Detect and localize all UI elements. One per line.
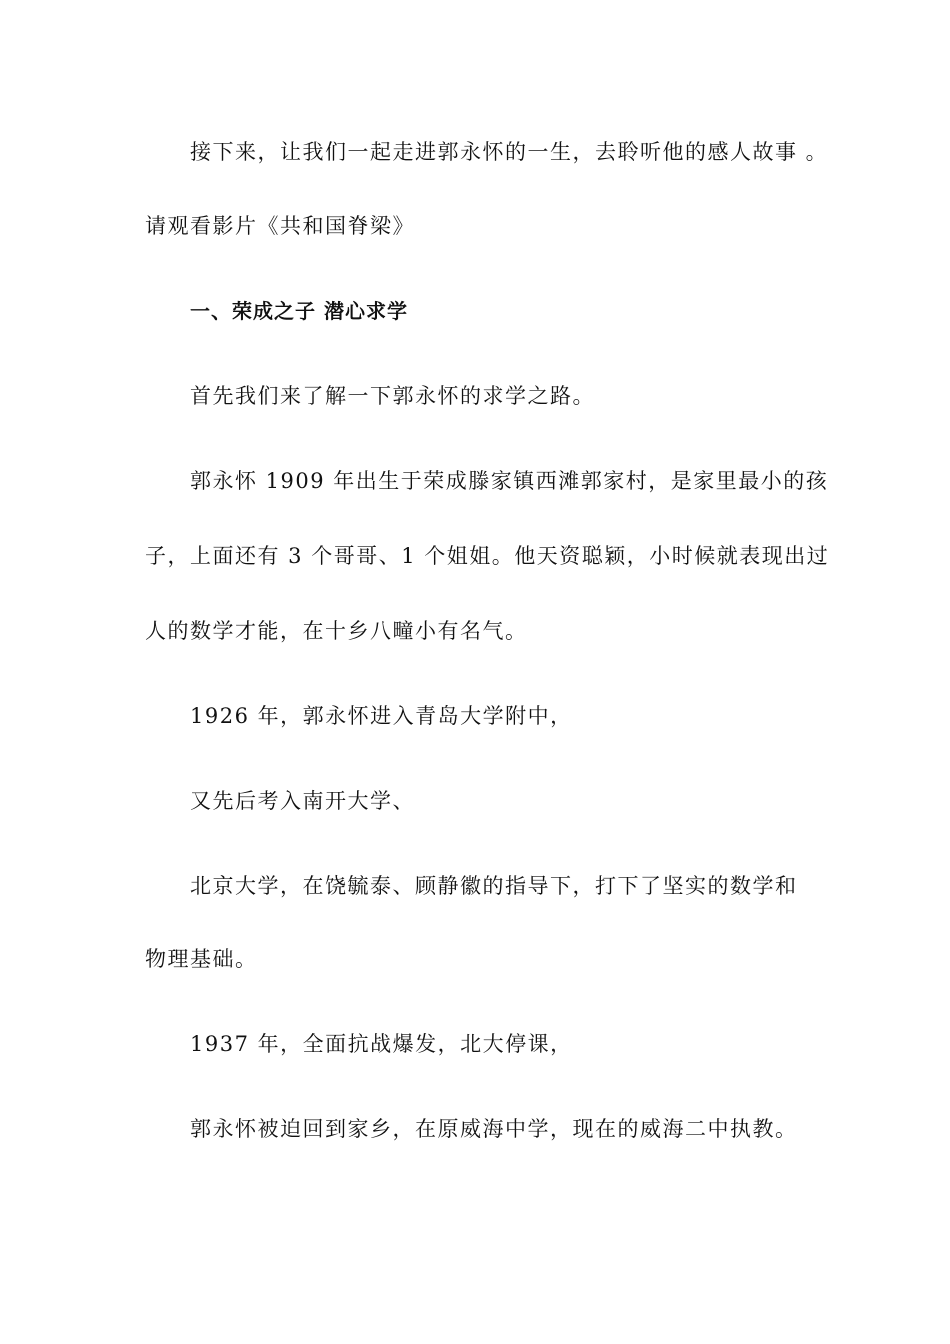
paragraph-intro-line-2: 请观看影片《共和国脊梁》 bbox=[145, 214, 415, 238]
paragraph-1926: 1926 年，郭永怀进入青岛大学附中， bbox=[190, 704, 573, 728]
paragraph-birth-line-2: 子，上面还有 3 个哥哥、1 个姐姐。他天资聪颖，小时候就表现出过 bbox=[145, 544, 830, 568]
paragraph-nankai: 又先后考入南开大学、 bbox=[190, 789, 415, 813]
paragraph-birth-line-1: 郭永怀 1909 年出生于荣成滕家镇西滩郭家村，是家里最小的孩 bbox=[190, 469, 829, 493]
paragraph-study-path: 首先我们来了解一下郭永怀的求学之路。 bbox=[190, 384, 595, 408]
paragraph-birth-line-3: 人的数学才能，在十乡八疃小有名气。 bbox=[145, 619, 528, 643]
section-heading: 一、荣成之子 潜心求学 bbox=[190, 299, 408, 323]
paragraph-peking-line-1: 北京大学，在饶毓泰、顾静徽的指导下，打下了坚实的数学和 bbox=[190, 874, 798, 898]
paragraph-intro-line-1: 接下来，让我们一起走进郭永怀的一生，去聆听他的感人故事 。 bbox=[190, 140, 829, 164]
paragraph-weihai: 郭永怀被迫回到家乡，在原威海中学，现在的威海二中执教。 bbox=[190, 1117, 798, 1141]
paragraph-1937: 1937 年，全面抗战爆发，北大停课， bbox=[190, 1032, 573, 1056]
paragraph-peking-line-2: 物理基础。 bbox=[145, 947, 258, 971]
